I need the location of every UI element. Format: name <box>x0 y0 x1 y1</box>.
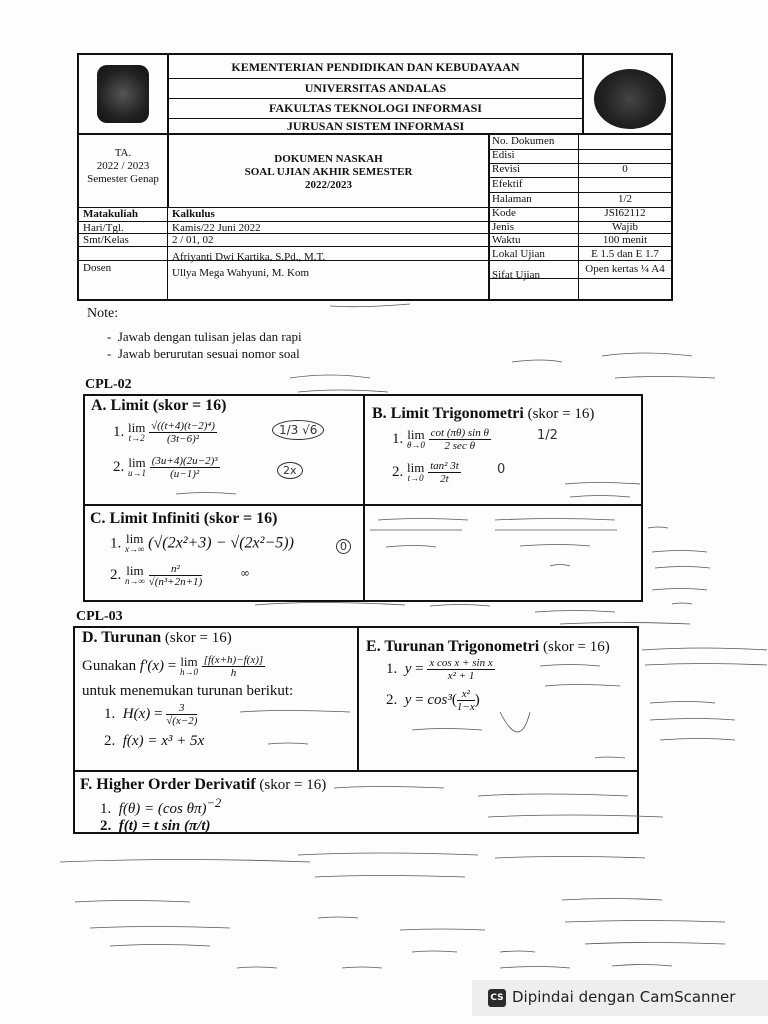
meta-value: 0 <box>622 163 628 175</box>
camscanner-watermark <box>472 980 768 1016</box>
camscanner-icon: CS <box>488 989 506 1007</box>
section-c-title: C. Limit Infiniti (skor = 16) <box>90 510 278 527</box>
meta-label: Waktu <box>492 234 521 246</box>
meta-label: Halaman <box>492 193 532 205</box>
camscanner-text: Dipindai dengan CamScanner <box>512 988 736 1006</box>
meta-value: E 1.5 dan E 1.7 <box>591 248 659 260</box>
problem-f2: 2. f(t) = t sin (π/t) <box>100 818 211 834</box>
note-item: - Jawab berurutan sesuai nomor soal <box>107 346 300 361</box>
section-a-title: A. Limit (skor = 16) <box>91 397 227 414</box>
meta-value: Wajib <box>612 221 638 233</box>
problem-f1: 1. f(θ) = (cos θπ)$^{-2}$ <box>100 796 222 817</box>
handwritten-answer: 0 <box>497 462 506 477</box>
problem-b1: 1. lim θ→0 $\frac{\text{cot (πθ) sin θ}}{\text{2 sec θ}}$ <box>392 426 489 452</box>
section-f-title: F. Higher Order Derivatif (skor = 16) <box>80 776 327 793</box>
problem-a1: 1. lim t→2 $\frac{\text{√((t+4)(t−2)⁴)}}{\text{(3t−6)²}}$ <box>113 419 215 445</box>
ministry-name: KEMENTERIAN PENDIDIKAN DAN KEBUDAYAAN <box>231 60 520 74</box>
meta-label: Efektif <box>492 178 523 190</box>
cpl-03-label: CPL-03 <box>76 609 123 624</box>
meta-value: 100 menit <box>602 234 648 246</box>
meta-label: Smt/Kelas <box>83 234 129 246</box>
meta-value: 1/2 <box>617 193 633 205</box>
meta-value: Kalkulus <box>172 208 215 220</box>
university-name: UNIVERSITAS ANDALAS <box>304 81 447 95</box>
meta-label: Matakuliah <box>83 208 139 220</box>
derivative-definition: Gunakan f′(x) = lim h→0 $\frac{[f(x+h)-f(x)]}{h}$ <box>82 653 264 679</box>
note-item: - Jawab dengan tulisan jelas dan rapi <box>107 329 302 344</box>
problem-e2: 2. y = cos³( $\frac{\text{x²}}{1-x}$ ) <box>386 688 480 713</box>
problem-b2: 2. lim t→0 $\frac{\text{tan² 3t}}{2t}$ <box>392 459 459 485</box>
meta-label: No. Dokumen <box>492 135 555 147</box>
meta-value: Afriyanti Dwi Kartika, S.Pd., M.T. <box>172 251 326 263</box>
faculty-name: FAKULTAS TEKNOLOGI INFORMASI <box>269 101 482 115</box>
meta-label: Dosen <box>83 262 112 274</box>
section-d-title: D. Turunan (skor = 16) <box>82 629 232 646</box>
meta-value: Kamis/22 Juni 2022 <box>172 222 261 234</box>
handwritten-answer: 1/3 √6 <box>272 420 324 440</box>
meta-label: Sifat Ujian <box>492 269 540 281</box>
handwritten-answer: 1/2 <box>537 428 558 443</box>
handwritten-answer: 2x <box>277 462 303 479</box>
handwritten-answer: 0 <box>336 539 351 554</box>
doc-title: DOKUMEN NASKAH SOAL UJIAN AKHIR SEMESTER 2022/2023 <box>244 153 413 191</box>
meta-value: Open kertas ¼ A4 <box>585 263 665 275</box>
problem-c1: 1. lim x→∞ (√(2x²+3) − √(2x²−5)) <box>110 531 294 554</box>
meta-value: Ullya Mega Wahyuni, M. Kom <box>172 267 310 279</box>
meta-label: Hari/Tgl. <box>83 222 124 234</box>
section-b-title: B. Limit Trigonometri (skor = 16) <box>372 405 595 422</box>
section-d-intro: untuk menemukan turunan berikut: <box>82 683 294 699</box>
department-name: JURUSAN SISTEM INFORMASI <box>286 119 465 133</box>
meta-label: Kode <box>492 207 516 219</box>
meta-value: 2 / 01, 02 <box>172 234 214 246</box>
problem-c2: 2. lim n→∞ $\frac{\text{n²}}{\text{√(n³+2n+1)}}$ <box>110 562 203 588</box>
note-title: Note: <box>87 306 119 321</box>
meta-label: Lokal Ujian <box>492 248 545 260</box>
problem-a2: 2. lim u→1 $\frac{\text{(3u+4)(2u−2)³}}{\text{(u−1)²}}$ <box>113 454 218 480</box>
meta-value: JSI62112 <box>604 207 646 219</box>
problem-d1: 1. H(x) = $\frac{3}{√(x-2)}$ <box>104 702 198 727</box>
meta-label: Jenis <box>492 221 514 233</box>
cpl-02-label: CPL-02 <box>85 377 132 392</box>
meta-label: Revisi <box>492 163 521 175</box>
meta-label: Edisi <box>492 149 515 161</box>
problem-d2: 2. f(x) = x³ + 5x <box>104 733 205 749</box>
problem-e1: 1. y = $\frac{\text{x cos x + sin x}}{\text{x² + 1}}$ <box>386 657 493 682</box>
section-e-title: E. Turunan Trigonometri (skor = 16) <box>366 638 610 655</box>
ta-block: TA. 2022 / 2023 Semester Genap <box>87 147 159 185</box>
handwritten-answer: ∞ <box>240 566 250 580</box>
